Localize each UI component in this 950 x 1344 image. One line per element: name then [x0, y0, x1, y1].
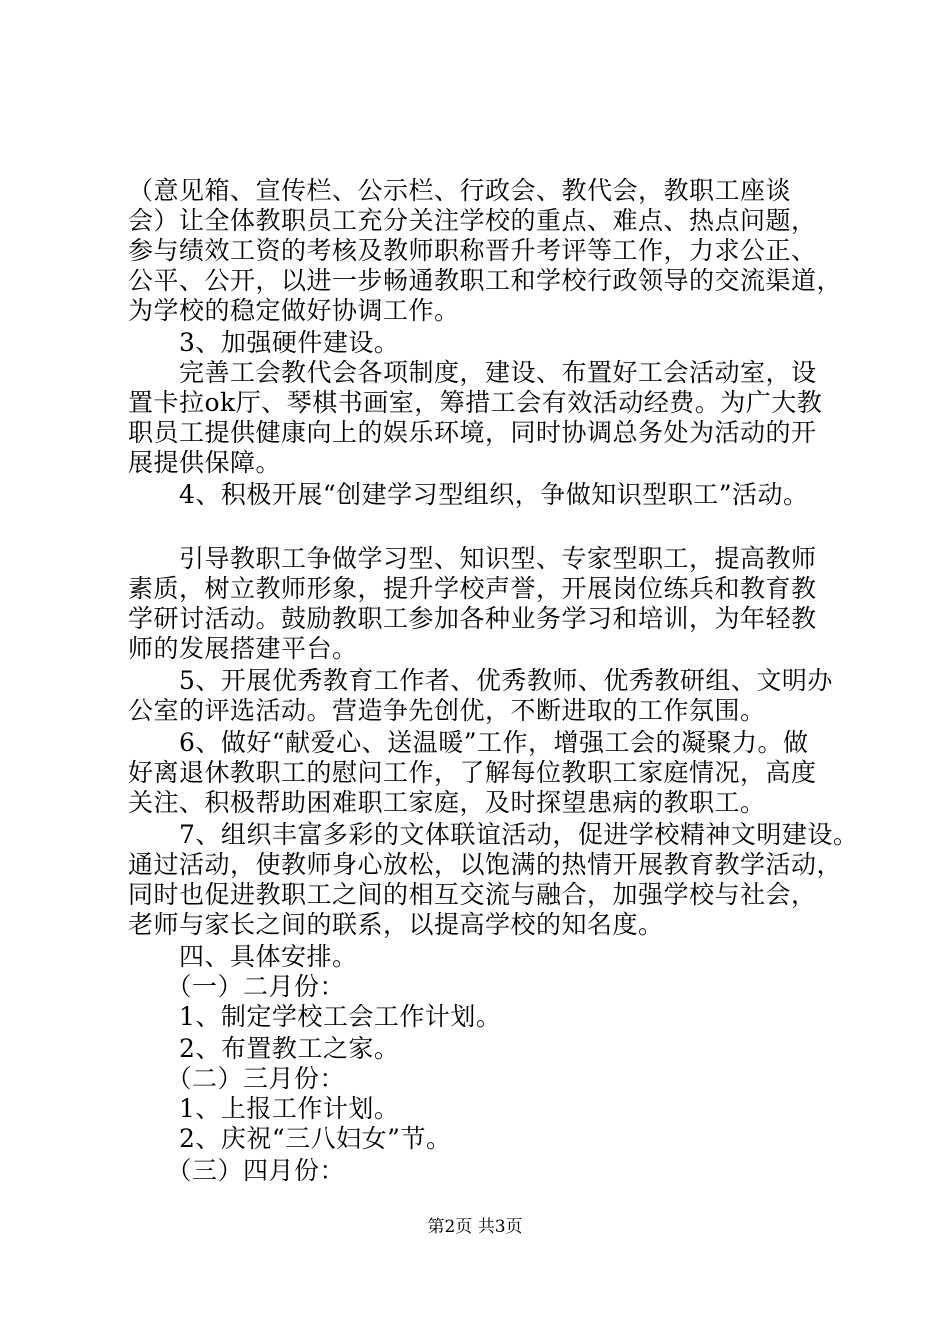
text-line: 6、做好“献爱心、送温暖”工作，增强工会的凝聚力。做: [128, 728, 809, 757]
text-line: （意见箱、宣传栏、公示栏、行政会、教代会，教职工座谈: [128, 176, 792, 205]
text-line: （三）四月份：: [128, 1156, 346, 1185]
text-line: 参与绩效工资的考核及教师职称晋升考评等工作，力求公正、: [128, 236, 817, 265]
text-line: 完善工会教代会各项制度，建设、布置好工会活动室，设: [128, 358, 817, 387]
text-line: 素质，树立教师形象，提升学校声誉，开展岗位练兵和教育教: [128, 574, 817, 603]
text-line: 2、庆祝“三八妇女”节。: [128, 1124, 452, 1153]
text-line: 7、组织丰富多彩的文体联谊活动，促进学校精神文明建设。: [128, 820, 859, 849]
text-line: 5、开展优秀教育工作者、优秀教师、优秀教研组、文明办: [128, 666, 833, 695]
text-line: 老师与家长之间的联系，以提高学校的知名度。: [128, 910, 664, 939]
text-line: 3、加强硬件建设。: [128, 328, 400, 357]
text-line: 好离退休教职工的慰问工作，了解每位教职工家庭情况，高度: [128, 758, 817, 787]
text-line: 公平、公开，以进一步畅通教职工和学校行政领导的交流渠道，: [128, 266, 843, 295]
text-line: 师的发展搭建平台。: [128, 634, 358, 663]
text-line: 同时也促进教职工之间的相互交流与融合，加强学校与社会，: [128, 880, 817, 909]
text-line: 会）让全体教职员工充分关注学校的重点、难点、热点问题，: [128, 206, 817, 235]
text-line: （一）二月份：: [128, 972, 346, 1001]
text-line: 职员工提供健康向上的娱乐环境，同时协调总务处为活动的开: [128, 418, 817, 447]
text-line: 1、上报工作计划。: [128, 1094, 400, 1123]
text-line: 学研讨活动。鼓励教职工参加各种业务学习和培训，为年轻教: [128, 604, 817, 633]
text-line: 公室的评选活动。营造争先创优，不断进取的工作氛围。: [128, 696, 766, 725]
text-line: （二）三月份：: [128, 1064, 346, 1093]
text-line: 关注、积极帮助困难职工家庭，及时探望患病的教职工。: [128, 788, 766, 817]
text-line: 引导教职工争做学习型、知识型、专家型职工，提高教师: [128, 544, 817, 573]
text-line: 展提供保障。: [128, 448, 282, 477]
text-line: 通过活动，使教师身心放松，以饱满的热情开展教育教学活动，: [128, 850, 843, 879]
page-footer: 第2页 共3页: [427, 1217, 523, 1237]
text-line: 四、具体安排。: [128, 942, 358, 971]
text-line: 1、制定学校工会工作计划。: [128, 1002, 502, 1031]
text-line: 4、积极开展“创建学习型组织，争做知识型职工”活动。: [128, 480, 809, 509]
text-line: 置卡拉ok厅、琴棋书画室，筹措工会有效活动经费。为广大教: [128, 388, 823, 417]
text-line: 2、布置教工之家。: [128, 1034, 400, 1063]
text-line: 为学校的稳定做好协调工作。: [128, 296, 460, 325]
